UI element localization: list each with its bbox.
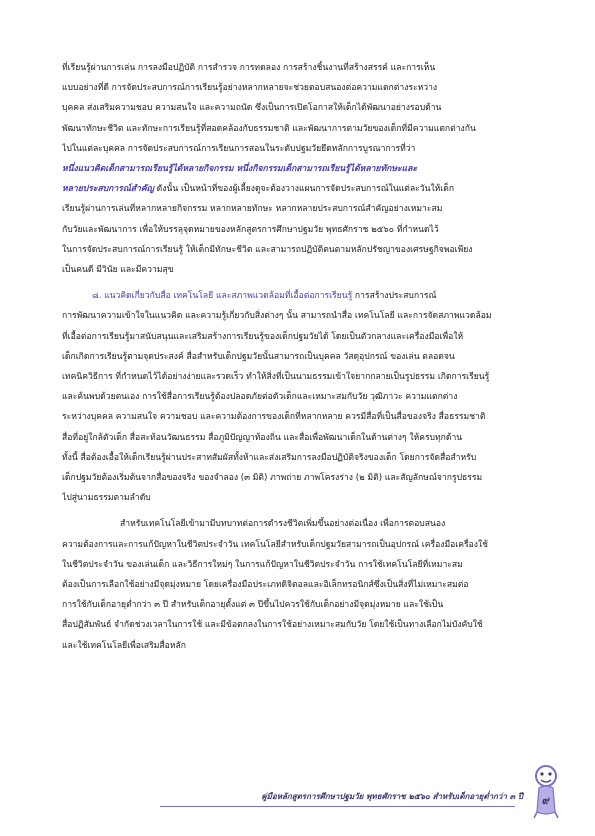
paragraph-text: การสร้างประสบการณ์ bbox=[352, 291, 437, 302]
paragraph-text: ดังนั้น เป็นหน้าที่ของผู้เลี้ยงดูจะต้องวางแผนการจัดประสบการณ์ในแต่ละวันให้เด็ก bbox=[153, 184, 455, 195]
section-heading-line bbox=[62, 286, 530, 306]
paragraph-line: เทคนิควิธีการ ที่กำหนดไว้ได้อย่างง่ายและรวดเร็ว ทำให้สิ่งที่เป็นนามธรรมเข้าใจยากกลายเป็นรูปธรรม เกิดการเรียนรู้ bbox=[62, 372, 490, 383]
paragraph-line: ทั้งนี้ สื่อต้องเอื้อให้เด็กเรียนรู้ผ่านประสาทสัมผัสทั้งห้าและส่งเสริมการลงมือปฏิบัติจริงของเด็ก โดยการจัดสื่อสำหรับ bbox=[62, 452, 477, 463]
footer-title: คู่มือหลักสูตรการศึกษาปฐมวัย พุทธศักราช ๒๕๖๐ สำหรับเด็กอายุต่ำกว่า ๓ ปี bbox=[261, 792, 523, 801]
paragraph-line: แบบอย่างที่ดี การจัดประสบการณ์การเรียนรู้อย่างหลากหลายจะช่วยตอบสนองต่อความแตกต่างระหว่าง bbox=[62, 83, 438, 94]
page-footer bbox=[0, 782, 595, 812]
mascot-icon bbox=[531, 760, 561, 820]
paragraph-line: ที่เอื้อต่อการเรียนรู้มาสนับสนุนและเสริมสร้างการเรียนรู้ของเด็กปฐมวัยได้ โดยเป็นตัวกลางและเครื่องมือเพื่อให้ bbox=[62, 331, 464, 342]
paragraph-line: สื่อที่อยู่ใกล้ตัวเด็ก สื่อสะท้อนวัฒนธรรม สื่อภูมิปัญญาท้องถิ่น และสื่อเพื่อพัฒนาเด็กในด้านต่างๆ ให้ครบทุกด้าน bbox=[62, 432, 463, 443]
highlight-principle: หนึ่งแนวคิดเด็กสามารถเรียนรู้ได้หลายกิจกรรม หนึ่งกิจกรรมเด็กสามารถเรียนรู้ได้หลายทักษะและ bbox=[62, 164, 418, 175]
paragraph-line: ระหว่างบุคคล ความสนใจ ความชอบ และความต้องการของเด็กที่หลากหลาย ควรมีสื่อที่เป็นสื่อของจริง สื่อธรรมชาติ bbox=[62, 412, 486, 423]
body-text bbox=[62, 58, 530, 656]
paragraph-line: ในชีวิตประจำวัน ของเล่นเด็ก และวิธีการใหม่ๆ ในการแก้ปัญหาในชีวิตประจำวัน การใช้เทคโนโลยีที่เหมาะสม bbox=[62, 559, 463, 570]
paragraph-line: เป็นคนดี มีวินัย และมีความสุข bbox=[62, 265, 174, 276]
paragraph-line: เรียนรู้ผ่านการเล่นที่หลากหลายกิจกรรม หลากหลายทักษะ หลากหลายประสบการณ์สำคัญอย่างเหมาะสม bbox=[62, 204, 443, 215]
paragraph-line: พัฒนาทักษะชีวิต และทักษะการเรียนรู้ที่สอดคล้องกับธรรมชาติ และพัฒนาการตามวัยของเด็กที่มีความแตกต่างกัน bbox=[62, 123, 476, 134]
section-heading: ๘. แนวคิดเกี่ยวกับสื่อ เทคโนโลยี และสภาพแวดล้อมที่เอื้อต่อการเรียนรู้ bbox=[92, 291, 353, 302]
paragraph-line: ในการจัดประสบการณ์การเรียนรู้ ให้เด็กมีทักษะชีวิต และสามารถปฏิบัติตนตามหลักปรัชญาของเศรษฐกิจพอเพียง bbox=[62, 244, 473, 255]
page-number: ๙ bbox=[541, 794, 551, 807]
highlight-principle-end: หลายประสบการณ์สำคัญ bbox=[62, 184, 154, 195]
paragraph-line: และใช้เทคโนโลยีเพื่อเสริมสื่อหลัก bbox=[62, 640, 186, 651]
page-number-badge bbox=[531, 760, 561, 820]
paragraph-line: การพัฒนาความเข้าใจในแนวคิด และความรู้เกี่ยวกับสิ่งต่างๆ นั้น สามารถนำสื่อ เทคโนโลยี และการจัดสภาพแวดล้อม bbox=[62, 311, 492, 322]
paragraph-line: เด็กปฐมวัยต้องเริ่มต้นจากสื่อของจริง ของจำลอง (๓ มิติ) ภาพถ่าย ภาพโครงร่าง (๒ มิติ) และสัญลักษณ์จากรูปธรรม bbox=[62, 473, 483, 484]
paragraph-line: บุคคล ส่งเสริมความชอบ ความสนใจ และความถนัด ซึ่งเป็นการเปิดโอกาสให้เด็กได้พัฒนาอย่างรอบด้าน bbox=[62, 103, 442, 114]
paragraph-line: สื่อปฏิสัมพันธ์ จำกัดช่วงเวลาในการใช้ และมีข้อตกลงในการใช้อย่างเหมาะสมกับวัย โดยใช้เป็นทางเลือกไม่บังคับใช้ bbox=[62, 620, 483, 631]
paragraph-line: เด็กเกิดการเรียนรู้ตามจุดประสงค์ สื่อสำหรับเด็กปฐมวัยนั้นสามารถเป็นบุคคล วัสดุอุปกรณ์ ของเล่น ตลอดจน bbox=[62, 351, 455, 362]
paragraph-line: ความต้องการและการแก้ปัญหาในชีวิตประจำวัน เทคโนโลยีสำหรับเด็กปฐมวัยสามารถเป็นอุปกรณ์ เครื่องมือเครื่องใช้ bbox=[62, 539, 488, 550]
paragraph-line: สำหรับเทคโนโลยีเข้ามามีบทบาทต่อการดำรงชีวิตเพิ่มขึ้นอย่างต่อเนื่อง เพื่อการตอบสนอง bbox=[120, 519, 446, 530]
paragraph-line: ไปสู่นามธรรมตามลำดับ bbox=[62, 493, 151, 504]
paragraph-line: และค้นพบด้วยตนเอง การใช้สื่อการเรียนรู้ต้องปลอดภัยต่อตัวเด็กและเหมาะสมกับวัย วุฒิภาวะ ความแตกต่าง bbox=[62, 392, 458, 403]
paragraph-line: กับวัยและพัฒนาการ เพื่อให้บรรลุจุดหมายของหลักสูตรการศึกษาปฐมวัย พุทธศักราช ๒๕๖๐ ที่กำหนดไว้ bbox=[62, 224, 439, 235]
paragraph-line: ไปในแต่ละบุคคล การจัดประสบการณ์การเรียนการสอนในระดับปฐมวัยยึดหลักการบูรณาการที่ว่า bbox=[62, 143, 416, 154]
footer-rule bbox=[160, 806, 515, 807]
paragraph-line: ต้องเป็นการเลือกใช้อย่างมีจุดมุ่งหมาย โดยเครื่องมือประเภทดิจิตอลและอิเล็กทรอนิกส์ซึ่งเป็นสิ่งที่ไม่เหมาะสมต่อ bbox=[62, 580, 469, 591]
paragraph-line: การใช้กับเด็กอายุต่ำกว่า ๓ ปี สำหรับเด็กอายุตั้งแต่ ๓ ปีขึ้นไปควรใช้กับเด็กอย่างมีจุดมุ่งหมาย และใช้เป็น bbox=[62, 600, 444, 611]
paragraph-line: ที่เรียนรู้ผ่านการเล่น การลงมือปฏิบัติ การสำรวจ การทดลอง การสร้างชิ้นงานที่สร้างสรรค์ และการเห็น bbox=[62, 63, 436, 73]
paragraph-line bbox=[62, 179, 530, 199]
